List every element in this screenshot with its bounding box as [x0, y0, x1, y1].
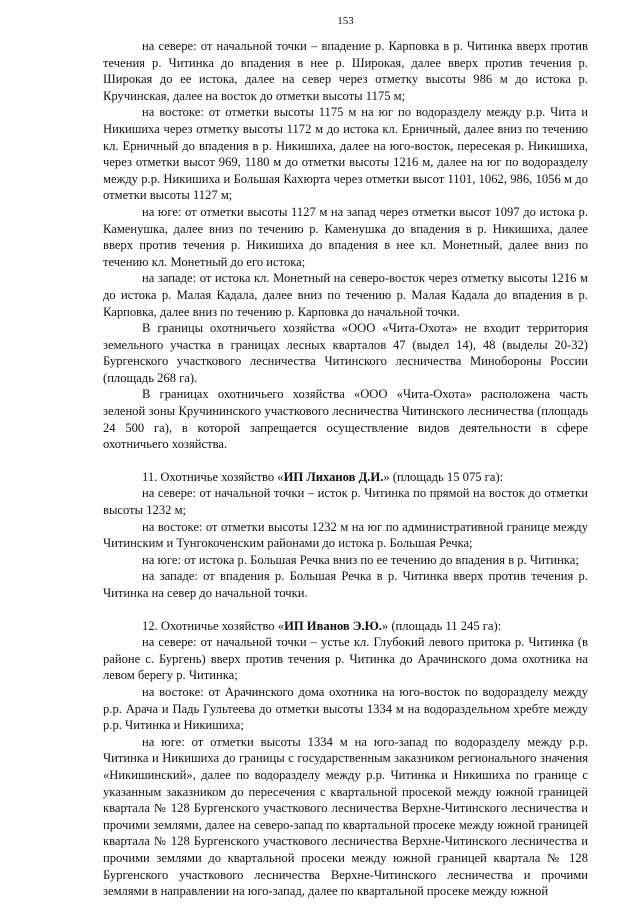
- paragraph-south: на юге: от отметки высоты 1127 м на запад через отметки высот 1097 до истока р. Каменушка, далее вниз по течению р. Каменушка до впадения в р. Никишиха, далее вверх против течения р. Никишиха до впадения в нее кл. Монетный, далее вниз по течению кл. Монетный до его истока;: [103, 204, 588, 269]
- section-11-west: на западе: от впадения р. Большая Речка в р. Читинка вверх против течения р. Читинка на север до начальной точки.: [103, 569, 588, 600]
- section-11-heading: [103, 469, 588, 486]
- section-11: [103, 469, 588, 602]
- section-11-south: на юге: от истока р. Большая Речка вниз по ее течению до впадения в р. Читинка;: [142, 552, 579, 567]
- paragraph-exclusion: В границы охотничьего хозяйства «ООО «Чита-Охота» не входит территория земельного участка в границах лесных кварталов 47 (выдел 14), 48 (выделы 20-32) Бургенского участкового лесничества Читинского лесничества Минобороны России (площадь 268 га).: [103, 321, 588, 385]
- section-11-prefix: 11. Охотничье хозяйство «: [142, 469, 284, 484]
- section-12: [103, 618, 588, 900]
- page-number: 153: [337, 15, 354, 27]
- section-12-holder-name: ИП Иванов Э.Ю.: [284, 618, 382, 633]
- section-11-holder-name: ИП Лиханов Д.И.: [283, 469, 384, 484]
- section-11-north: на севере: от начальной точки – исток р. Читинка по прямой на восток до отметки высоты 1232 м;: [103, 486, 588, 518]
- section-11-suffix: » (площадь 15 075 га):: [383, 469, 504, 484]
- paragraph-east: на востоке: от отметки высоты 1175 м на юг по водоразделу между р.р. Чита и Никишиха через отметку высоты 1172 м до истока кл. Ерничный, далее вниз по течению кл. Ерничный до впадения в р. Никишиха, далее на юго-восток, пересекая р. Никишиха, через отметки высот 969, 1180 м до отметки высоты 1216 м, далее на юг по водоразделу между р.р. Никишиха и Большая Кахюрта через отметки высот 1101, 1062, 986, 1056 м до отметки высоты 1127 м;: [103, 105, 588, 203]
- paragraph-green-zone: В границах охотничьего хозяйства «ООО «Чита-Охота» расположена часть зеленой зоны Кручининского участкового лесничества Читинского лесничества (площадь 24 500 га), в которой запрещается осуществление видов деятельности в сфере охотничьего хозяйства.: [103, 387, 588, 452]
- section-12-prefix: 12. Охотничье хозяйство «: [142, 618, 285, 633]
- section-12-east: на востоке: от Арачинского дома охотника на юго-восток по водоразделу между р.р. Арача и Падь Гультеева до отметки высоты 1334 м на водораздельном хребте между р.р. Читинка и Никишиха;: [103, 684, 588, 733]
- section-12-heading: [103, 618, 588, 635]
- section-12-south: на юге: от отметки высоты 1334 м на юго-запад по водоразделу между р.р. Читинка и Никишиха до границы с государственным заказником регионального значения «Никишинский», далее по водоразделу между р.р. Читинка и Никишиха по границе с указанным заказником до пересечения с квартальной просекой между южной границей квартала № 128 Бургенского участкового лесничества Верхне-Читинского лесничества и прочими землями, далее на северо-запад по квартальной просеке между южной границей квартала № 128 Бургенского участкового лесничества Верхне-Читинского лесничества и прочими землями до квартальной просеки между южной границей квартала № 128 Бургенского участкового лесничества Верхне-Читинского лесничества и прочими землями в направлении на юго-запад, далее по квартальной просеке между южной: [103, 734, 588, 899]
- paragraph-north: на севере: от начальной точки – впадение р. Карповка в р. Читинка вверх против течения р. Читинка до впадения в нее р. Широкая, далее вверх против течения р. Широкая до ее истока, далее на север через отметку высоты 986 м до истока р. Кручинская, далее на восток до отметки высоты 1175 м;: [103, 39, 588, 103]
- section-gap: [103, 453, 588, 469]
- section-12-north: на севере: от начальной точки – устье кл. Глубокий левого притока р. Читинка (в районе с. Бургень) вверх против течения р. Читинка до Арачинского дома охотника на левом берегу р. Читинка;: [103, 635, 588, 683]
- section-10-borders: [103, 38, 588, 453]
- paragraph-west: на западе: от истока кл. Монетный на северо-восток через отметку высоты 1216 м до истока р. Малая Кадала, далее вниз по течению р. Малая Кадала до впадения в р. Карповка, далее вниз по течению р. Карповка до начальной точки.: [103, 271, 588, 319]
- section-12-suffix: » (площадь 11 245 га):: [381, 618, 502, 633]
- section-11-east: на востоке: от отметки высоты 1232 м на юг по административной границе между Читинским и Тунгокоченским районами до истока р. Большая Речка;: [103, 519, 588, 551]
- section-gap: [103, 602, 588, 618]
